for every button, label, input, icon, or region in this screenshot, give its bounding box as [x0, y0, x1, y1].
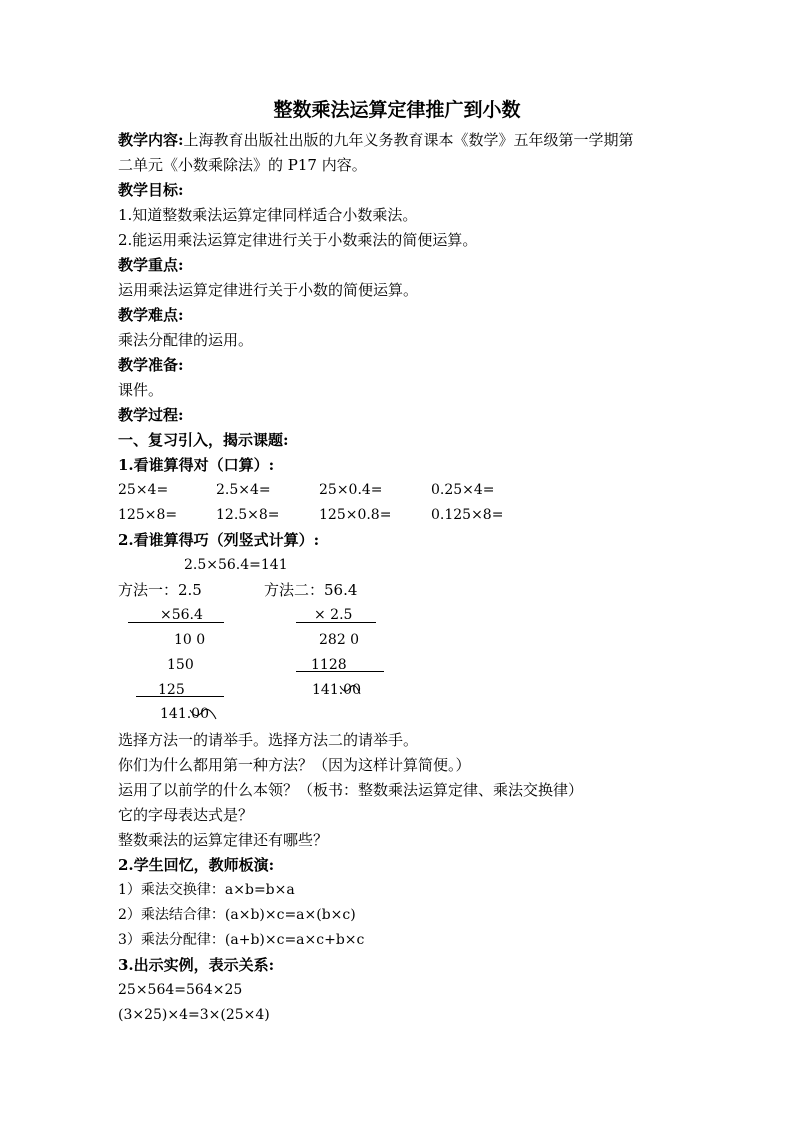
content-text-1: 上海教育出版社出版的九年义务教育课本《数学》五年级第一学期第 — [183, 131, 634, 149]
oral-cell: 125×8= — [118, 507, 178, 523]
content-line-1 — [118, 130, 634, 150]
section-1-heading: 一、复习引入，揭示课题: — [118, 431, 289, 449]
question-2: 你们为什么都用第一种方法？（因为这样计算简便。） — [118, 756, 471, 774]
step-3-heading: 2.学生回忆，教师板演: — [118, 856, 275, 874]
oral-cell: 0.25×4= — [431, 482, 495, 498]
law-item-2: 2）乘法结合律：(a×b)×c=a×(b×c) — [118, 907, 356, 923]
step-1-heading: 1.看谁算得对（口算）: — [118, 456, 275, 474]
process-label: 教学过程: — [118, 406, 184, 424]
content-text-2: 二单元《小数乘除法》的 P17 内容。 — [118, 156, 367, 174]
method-1-underline — [128, 622, 224, 623]
method-1-partial-2: 150 — [167, 657, 194, 673]
question-4: 它的字母表达式是？ — [118, 806, 254, 824]
method-2-sum-line — [296, 671, 384, 672]
cross-out-mark — [338, 682, 362, 698]
method-2-underline — [296, 622, 376, 623]
example-1: 25×564=564×25 — [118, 982, 243, 998]
cross-out-mark — [188, 706, 218, 722]
page-title: 整数乘法运算定律推广到小数 — [273, 99, 521, 121]
method-1-partial-1: 10 0 — [174, 632, 206, 648]
oral-cell: 2.5×4= — [216, 482, 271, 498]
difficulty-label: 教学难点: — [118, 306, 184, 324]
preparation-label: 教学准备: — [118, 356, 184, 374]
key-point-text: 运用乘法运算定律进行关于小数的简便运算。 — [118, 281, 419, 299]
oral-cell: 25×0.4= — [319, 482, 383, 498]
key-point-label: 教学重点: — [118, 256, 184, 274]
oral-cell: 25×4= — [118, 482, 169, 498]
method-2-label: 方法二：56.4 — [264, 581, 358, 599]
difficulty-text: 乘法分配律的运用。 — [118, 331, 254, 349]
method-2-partial-1: 282 0 — [319, 632, 360, 648]
question-1: 选择方法一的请举手。选择方法二的请举手。 — [118, 731, 419, 749]
law-item-3: 3）乘法分配律：(a+b)×c=a×c+b×c — [118, 932, 365, 948]
oral-cell: 12.5×8= — [216, 507, 280, 523]
question-5: 整数乘法的运算定律还有哪些？ — [118, 831, 329, 849]
preparation-text: 课件。 — [118, 381, 164, 399]
method-2-multiplier: × 2.5 — [314, 607, 353, 623]
method-1-sum-line — [136, 696, 224, 697]
oral-cell: 0.125×8= — [431, 507, 504, 523]
goal-item-2: 2.能运用乘法运算定律进行关于小数乘法的简便运算。 — [118, 231, 478, 249]
content-label: 教学内容: — [118, 131, 184, 149]
example-2: (3×25)×4=3×(25×4) — [118, 1007, 270, 1023]
oral-cell: 125×0.8= — [319, 507, 392, 523]
method-2-result: 141.00 — [312, 682, 361, 698]
step-4-heading: 3.出示实例，表示关系: — [118, 956, 275, 974]
method-1-result: 141.00 — [160, 706, 209, 722]
law-item-1: 1）乘法交换律：a×b=b×a — [118, 882, 295, 898]
method-1-partial-3: 125 — [158, 682, 185, 698]
equation: 2.5×56.4=141 — [184, 557, 288, 573]
goals-label: 教学目标: — [118, 181, 184, 199]
goal-item-1: 1.知道整数乘法运算定律同样适合小数乘法。 — [118, 206, 418, 224]
method-1-multiplier: ×56.4 — [160, 607, 203, 623]
step-2-heading: 2.看谁算得巧（列竖式计算）: — [118, 531, 320, 549]
question-3: 运用了以前学的什么本领？（板书：整数乘法运算定律、乘法交换律） — [118, 781, 584, 799]
method-2-partial-2: 1128 — [311, 657, 347, 673]
method-1-label: 方法一：2.5 — [118, 581, 202, 599]
